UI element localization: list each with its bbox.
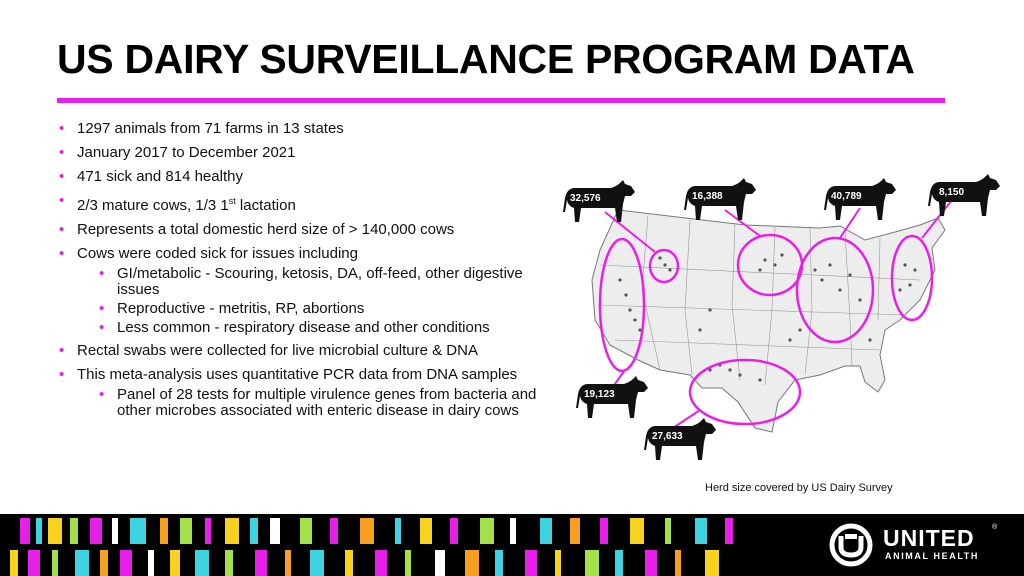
bullet-text: Rectal swabs were collected for live microbial culture & DNA [77,342,478,359]
herd-label-upper-plains: 16,388 [692,191,723,202]
herd-label-southwest: 27,633 [652,431,683,442]
herd-label-northeast: 8,150 [939,187,965,198]
bullet-text: January 2017 to December 2021 [77,144,296,161]
sub-bullet-list [77,266,537,336]
bullet-item [57,144,537,162]
bullet-text: This meta-analysis uses quantitative PCR data from DNA samples [77,366,518,383]
bullet-list [57,120,537,425]
bullet-item [57,192,537,215]
bullet-text: 471 sick and 814 healthy [77,168,243,185]
logo-mark-icon [828,522,876,568]
bullet-item [57,342,537,360]
registered-mark: ® [992,524,998,531]
bullet-text: 2/3 mature cows, 1/3 1 [77,197,229,214]
sub-bullet-item: • GI/metabolic - Scouring, ketosis, DA, off-feed, other digestive issues [97,266,537,298]
map-caption: Herd size covered by US Dairy Survey [705,482,893,494]
sub-bullet-item: • Reproductive - metritis, RP, abortions [97,301,537,317]
us-map-svg [560,170,1010,470]
title-divider [57,98,945,103]
sub-bullet-item: • Panel of 28 tests for multiple virulence genes from bacteria and other microbes associated with enteric disease in dairy cows [97,387,537,419]
sub-bullet-list [77,387,537,419]
bullet-item [57,245,537,336]
superscript: st [228,196,236,206]
slide-title: US DAIRY SURVEILLANCE PROGRAM DATA [57,36,915,82]
bullet-text: 1297 animals from 71 farms in 13 states [77,120,344,137]
bullet-item [57,120,537,138]
sub-bullet-item: • Less common - respiratory disease and other conditions [97,320,537,336]
bullet-item [57,221,537,239]
herd-label-idaho: 32,576 [570,193,601,204]
bullet-item [57,366,537,419]
herd-map-figure [560,170,1010,470]
bullet-text: lactation [235,197,296,214]
logo-subtitle: ANIMAL HEALTH [885,551,979,561]
herd-label-california: 19,123 [584,389,615,400]
united-animal-health-logo [828,522,1008,568]
bullet-text: Cows were coded sick for issues including [77,245,358,262]
bullet-item [57,168,537,186]
herd-label-upper-midwest: 40,789 [831,191,862,202]
bullet-text: Represents a total domestic herd size of > 140,000 cows [77,221,455,238]
logo-name: UNITED [883,525,975,551]
